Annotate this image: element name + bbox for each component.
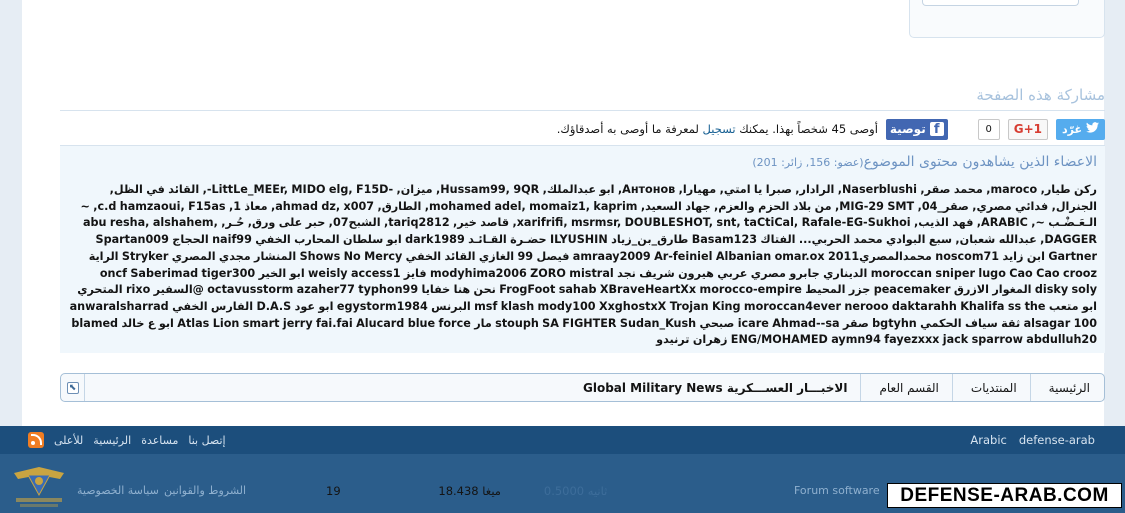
style-chooser[interactable]: defense-arab (1018, 433, 1095, 447)
rss-icon[interactable] (28, 432, 44, 448)
breadcrumb (60, 373, 1105, 402)
render-time: 0.5000 ثانيه (543, 484, 608, 498)
facebook-recommend-button[interactable] (886, 119, 948, 140)
query-count: 19 (326, 484, 341, 498)
online-members-box (60, 145, 1105, 353)
stats-spacer-2 (506, 484, 539, 498)
language-chooser[interactable]: Arabic (970, 433, 1007, 447)
sidebar-box (909, 0, 1105, 38)
terms-link[interactable]: الشروط والقوانين (164, 484, 247, 497)
fb-text-prefix: أوصى 45 شخصاً بهذا. يمكنك (735, 122, 878, 136)
online-members-heading[interactable]: الاعضاء الذين يشاهدون محتوى الموضوع (863, 154, 1097, 170)
breadcrumb-military-news[interactable]: الاخبـــار العســـكرية Global Military News (583, 380, 848, 395)
twitter-icon (1086, 122, 1099, 136)
online-members-title (68, 154, 1097, 170)
breadcrumb-home[interactable]: الرئيسية (1030, 374, 1104, 401)
share-page-title: مشاركة هذه الصفحة (60, 86, 1105, 111)
site-watermark: DEFENSE-ARAB.COM (887, 483, 1122, 508)
google-plus-count: 0 (978, 119, 1000, 140)
facebook-recommend-label: توصية (889, 122, 926, 136)
jump-arrow-icon: ⬉ (67, 382, 79, 394)
facebook-icon: f (930, 122, 944, 136)
footer-top-link[interactable]: للأعلى (54, 433, 84, 447)
breadcrumb-general-section[interactable]: القسم العام (860, 374, 951, 401)
page-stats (326, 484, 607, 498)
footer-help-link[interactable]: مساعدة (141, 433, 179, 447)
online-members-list[interactable]: ركن طيار, maroco, محمد صقر, Naserblushi, الرادار, صبرا يا امتي, مهيارا, Антонов, ابو عبدالملك, Hussam99, 9QR, ميزان, -LittLe_MEEr, MIDO elg, F15D-, القائد في الظل, الجنرال, فدائي مصري, صقر_04, MIG-29 SMT, من بلاد الحزم والعزم, جهاد السعيد, mohamed adel, momaiz1, kaprim, الطارق, ahmad dz, x007, معاذ 1, c.d hamzaoui, F15as, ~ الـعَـضْـب ~, ARABIC, فهد الذيب, xarifrifi, msrmsr, DOUBLESHOT, snt, taCtiCal, Rafale-EG-Sukhoi, قاصد خير, tariq2812, الشبح07, حبر على ورق, حُـر, abu resha, alshahem, DAGGER, عبدالله شعبان, سبع البوادي محمد الحربي... الفتاك Basam123 طارق_بن_زياد ILYUSHIN حضـرة القـائـد dark1989 ابو سلطان المحارب الخفي naif99 الحجاج Spartan009 Gartner ابن زايد noscom71 محمدالمصري2011 amraay2009 Ar-feiniel Albanian omar.ox فيصل 99 الغازي القائد الخفي Shows No Mercy المنشار مجدي المصري Stryker الراية moroccan sniper lugo Cao Cao crooz الديناري جابرو مصري عربي هيرون شريف نجد modyhima2006 ZORO mistral فايز weisly access1 ابو الخير oncf Saberimad tiger300 disky soly المغوار الازرق peacemaker جزر المحيط FrogFoot sahab XBraveHeartXx morocco-empire نحن هنا خفايا octavusstorm azaher77 typhon99 @السفير rixo المتحري ابو متعب msf klash mody100 XxghostxX Trojan King moroccan4ever nerooo daktarahh Khalifa ss the البرنس egystorm1984 ابو عود D.A.S الفارس الخفي anwaralsharrad alsagar 100 ثقة سياف الحكمي bgtyhn صقر icare Ahmad--sa صبحي stouph SA FIGHTER Sudan_Kush مار Atlas Lion smart jerry fai.fai Alucard blue force ابو ع خالد blamed ENG/MOHAMED aymn94 fayezxxx jack sparrow abdulluh20 زهران ترنيدو (69, 183, 1097, 347)
footer-contact-link[interactable]: إتصل بنا (188, 433, 226, 447)
breadcrumb-forums[interactable]: المنتديات (952, 374, 1030, 401)
fb-text-suffix: لمعرفة ما أوصى به أصدقاؤك. (556, 122, 703, 136)
site-logo (8, 461, 70, 509)
footer-links (28, 432, 226, 448)
footer-home-link[interactable]: الرئيسية (93, 433, 132, 447)
breadcrumb-jump[interactable] (61, 374, 85, 401)
privacy-policy-link[interactable]: سياسة الخصوصية (77, 484, 159, 497)
stats-spacer (346, 484, 434, 498)
forum-software-credit[interactable]: Forum software (794, 484, 880, 497)
google-plus-button[interactable]: G+1 (1008, 119, 1048, 140)
tweet-button[interactable] (1056, 119, 1105, 140)
footer-bar (0, 426, 1125, 454)
footer-chooser (970, 433, 1095, 447)
tweet-label: غرّد (1061, 122, 1082, 136)
facebook-recommend-text (557, 122, 878, 136)
sidebar-input[interactable] (922, 0, 1079, 6)
memory-usage: 18.438 ميغا (438, 484, 501, 498)
online-members-counts: (عضو: 156, زائر: 201) (752, 156, 864, 169)
share-bar (60, 118, 1105, 140)
fb-register-link[interactable]: تسجيل (702, 122, 736, 136)
